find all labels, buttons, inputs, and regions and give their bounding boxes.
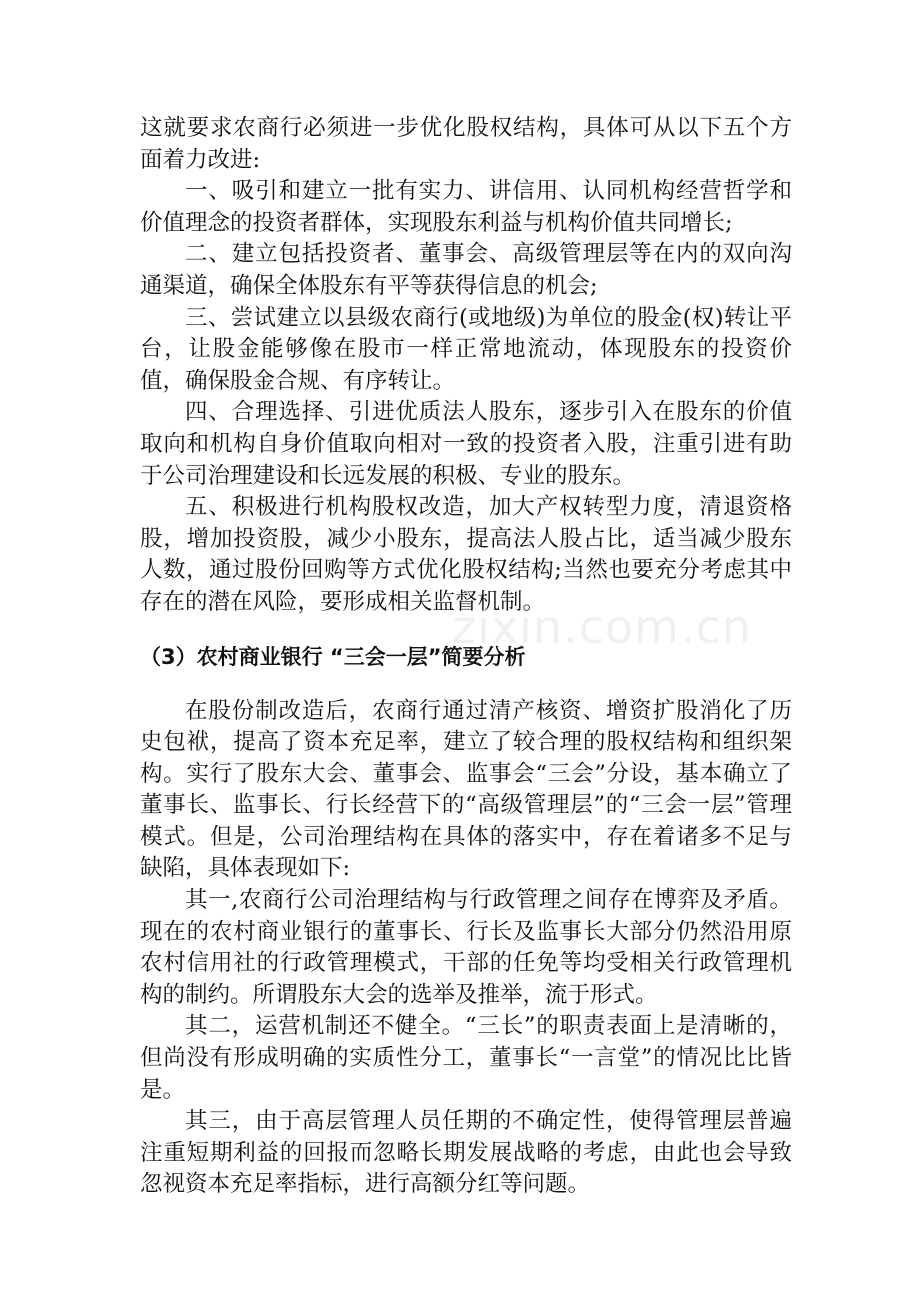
watermark-text: zixin.com.cn: [452, 600, 753, 654]
paragraph-item-3: 三、尝试建立以县级农商行(或地级)为单位的股金(权)转让平台，让股金能够像在股市一样正常地流动，体现股东的投资价值，确保股金合规、有序转让。: [140, 304, 792, 394]
section-heading: （3）农村商业银行 “三会一层”简要分析: [140, 644, 526, 669]
document-body: [140, 113, 792, 1201]
paragraph-item-5: 五、积极进行机构股权改造，加大产权转型力度，清退资格股，增加投资股，减少小股东，提高法人股占比，适当减少股东人数，通过股份回购等方式优化股权结构;当然也要充分考虑其中存在的潜在风险，要形成相关监督机制。: [140, 494, 792, 615]
paragraph-item-1: 一、吸引和建立一批有实力、讲信用、认同机构经营哲学和价值理念的投资者群体，实现股东利益与机构价值共同增长;: [140, 178, 792, 236]
paragraph-item-2: 二、建立包括投资者、董事会、高级管理层等在内的双向沟通渠道，确保全体股东有平等获得信息的机会;: [140, 241, 792, 299]
paragraph-point-2: 其二，运营机制还不健全。“三长”的职责表面上是清晰的，但尚没有形成明确的实质性分工，董事长“一言堂”的情况比比皆是。: [140, 1013, 792, 1103]
paragraph-point-1: 其一,农商行公司治理结构与行政管理之间存在博弈及矛盾。现在的农村商业银行的董事长、行长及监事长大部分仍然沿用原农村信用社的行政管理模式，干部的任免等均受相关行政管理机构的制约。所谓股东大会的选举及推举，流于形式。: [140, 887, 792, 1008]
paragraph-intro: 这就要求农商行必须进一步优化股权结构，具体可从以下五个方面着力改进:: [140, 115, 792, 173]
paragraph-item-4: 四、合理选择、引进优质法人股东，逐步引入在股东的价值取向和机构自身价值取向相对一致的投资者入股，注重引进有助于公司治理建设和长远发展的积极、专业的股东。: [140, 399, 792, 489]
paragraph-point-3: 其三，由于高层管理人员任期的不确定性，使得管理层普遍注重短期利益的回报而忽略长期发展战略的考虑，由此也会导致忽视资本充足率指标，进行高额分红等问题。: [140, 1108, 792, 1198]
paragraph-analysis-intro: 在股份制改造后，农商行通过清产核资、增资扩股消化了历史包袱，提高了资本充足率，建立了较合理的股权结构和组织架构。实行了股东大会、董事会、监事会“三会”分设，基本确立了董事长、监事长、行长经营下的“高级管理层”的“三会一层”管理模式。但是，公司治理结构在具体的落实中，存在着诸多不足与缺陷，具体表现如下:: [140, 697, 792, 882]
